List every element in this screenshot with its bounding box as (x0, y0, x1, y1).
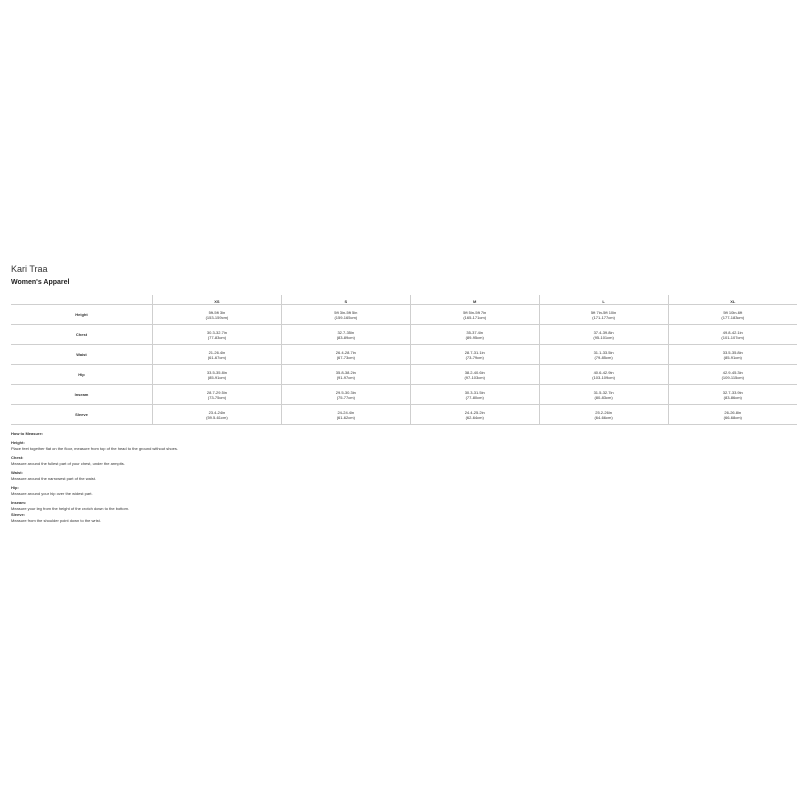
row-label: Hip (11, 365, 152, 385)
size-cell (410, 325, 539, 345)
size-cell (668, 305, 797, 325)
imperial-value: 40.6-42.9in (593, 369, 614, 375)
metric-value: (73-79cm) (465, 354, 484, 360)
imperial-value: 5ft-5ft 3in (208, 309, 226, 315)
imperial-value: 24.4-25.2in (464, 409, 485, 415)
measure-description: Measure from the shoulder point down to the wrist. (11, 518, 101, 523)
measure-description: Measure your leg from the height of the crotch down to the bottom. (11, 506, 130, 511)
imperial-value: 31.1-33.5in (593, 349, 614, 355)
size-cell (281, 405, 410, 425)
size-cell (410, 365, 539, 385)
size-cell (668, 365, 797, 385)
metric-value: (61-62cm) (336, 414, 355, 420)
metric-value: (91-97cm) (336, 374, 355, 380)
imperial-value: 33.5-35.8in (206, 369, 227, 375)
size-cell (668, 325, 797, 345)
metric-value: (73-75cm) (207, 394, 227, 400)
metric-value: (77-83cm) (207, 334, 227, 340)
brand-name: Kari Traa (11, 264, 48, 274)
table-row (11, 305, 797, 325)
metric-value: (79-85cm) (594, 354, 613, 360)
metric-value: (61-67cm) (207, 354, 227, 360)
size-table (11, 295, 797, 425)
size-cell (152, 345, 281, 365)
metric-value: (67-73cm) (336, 354, 355, 360)
measure-description: Measure around the fullest part of your chest, under the armpits. (11, 461, 125, 466)
metric-value: (83-86cm) (723, 394, 742, 400)
imperial-value: 31.5-32.7in (593, 389, 614, 395)
imperial-value: 42.9-45.3in (722, 369, 743, 375)
size-cell (539, 405, 668, 425)
size-cell (281, 325, 410, 345)
measure-title: Waist: (11, 470, 23, 475)
imperial-value: 23.4-24in (208, 409, 226, 415)
size-cell (281, 385, 410, 405)
metric-value: (171-177cm) (592, 314, 615, 320)
table-row (11, 345, 797, 365)
size-cell (152, 325, 281, 345)
size-header-row (11, 295, 797, 305)
imperial-value: 5ft 3in-5ft 5in (334, 309, 358, 315)
measure-description: Measure around your hip over the widest part. (11, 491, 93, 496)
measure-title: Chest: (11, 455, 24, 460)
size-cell (668, 345, 797, 365)
row-label: Inseam (11, 385, 152, 405)
size-header-xl: XL (668, 295, 797, 305)
metric-value: (77-80cm) (465, 394, 484, 400)
metric-value: (62-64cm) (465, 414, 484, 420)
imperial-value: 38.2-40.6in (464, 369, 485, 375)
measure-title: Inseam: (11, 500, 27, 505)
size-cell (281, 345, 410, 365)
size-cell (152, 305, 281, 325)
imperial-value: 32.7-33.9in (722, 389, 743, 395)
metric-value: (101-107cm) (721, 334, 745, 340)
size-header-xs: XS (152, 295, 281, 305)
metric-value: (153-159cm) (205, 314, 229, 320)
metric-value: (159-165cm) (334, 314, 358, 320)
size-cell (410, 305, 539, 325)
measure-title: Height: (11, 440, 25, 445)
size-cell (539, 345, 668, 365)
metric-value: (95-101cm) (593, 334, 614, 340)
imperial-value: 24-24.4in (337, 409, 355, 415)
size-header-m: M (410, 295, 539, 305)
size-cell (410, 345, 539, 365)
how-to-measure-heading: How to Measure: (11, 431, 44, 436)
size-cell (539, 305, 668, 325)
size-cell (539, 325, 668, 345)
row-label: Height (11, 305, 152, 325)
imperial-value: 49.8-42.1in (722, 329, 743, 335)
row-label: Sleeve (11, 405, 152, 425)
size-cell (539, 365, 668, 385)
size-header-l: L (539, 295, 668, 305)
size-header-s: S (281, 295, 410, 305)
metric-value: (177-183cm) (721, 314, 745, 320)
how-to-measure (11, 431, 797, 524)
table-row (11, 385, 797, 405)
imperial-value: 28.7-31.1in (464, 349, 485, 355)
imperial-value: 28.7-29.5in (206, 389, 227, 395)
metric-value: (59.5-61cm) (206, 414, 228, 420)
table-row (11, 325, 797, 345)
imperial-value: 32.7-35in (337, 329, 355, 335)
imperial-value: 37.4-39.8in (593, 329, 614, 335)
size-cell (668, 385, 797, 405)
header-corner (11, 295, 152, 305)
measure-title: Sleeve: (11, 512, 26, 517)
metric-value: (75-77cm) (336, 394, 355, 400)
table-row (11, 365, 797, 385)
size-guide (11, 263, 797, 524)
imperial-value: 25.2-26in (595, 409, 612, 415)
metric-value: (165-171cm) (463, 314, 487, 320)
size-cell (281, 365, 410, 385)
table-row (11, 405, 797, 425)
measure-description: Place feet together flat on the floor, measure from top of the head to the ground without shoes. (11, 446, 178, 451)
metric-value: (85-91cm) (723, 354, 742, 360)
size-cell (539, 385, 668, 405)
imperial-value: 5ft 5in-5ft 7in (463, 309, 487, 315)
size-cell (668, 405, 797, 425)
metric-value: (83-89cm) (336, 334, 355, 340)
imperial-value: 30.3-31.5in (464, 389, 485, 395)
metric-value: (66-68cm) (723, 414, 742, 420)
size-cell (152, 385, 281, 405)
imperial-value: 21-26.4in (208, 349, 226, 355)
metric-value: (109-115cm) (721, 374, 744, 380)
imperial-value: 35-37.4in (466, 329, 484, 335)
imperial-value: 5ft 7in-5ft 10in (590, 309, 617, 315)
metric-value: (85-91cm) (207, 374, 227, 380)
imperial-value: 29.5-30.3in (335, 389, 356, 395)
size-cell (281, 305, 410, 325)
metric-value: (80-83cm) (594, 394, 613, 400)
metric-value: (64-66cm) (594, 414, 613, 420)
metric-value: (103-109cm) (592, 374, 615, 380)
measure-description: Measure around the narrowest part of the waist. (11, 476, 96, 481)
row-label: Waist (11, 345, 152, 365)
imperial-value: 26-26.8in (724, 409, 742, 415)
section-title: Women's Apparel (11, 279, 70, 286)
imperial-value: 26.4-28.7in (335, 349, 356, 355)
measure-title: Hip: (11, 485, 19, 490)
imperial-value: 30.3-32.7in (206, 329, 227, 335)
row-label: Chest (11, 325, 152, 345)
size-cell (152, 405, 281, 425)
size-cell (410, 385, 539, 405)
imperial-value: 5ft 10in-6ft (723, 309, 743, 315)
imperial-value: 35.8-38.2in (335, 369, 356, 375)
size-cell (410, 405, 539, 425)
size-cell (152, 365, 281, 385)
imperial-value: 33.5-35.8in (722, 349, 743, 355)
metric-value: (89-95cm) (465, 334, 484, 340)
metric-value: (97-103cm) (464, 374, 485, 380)
